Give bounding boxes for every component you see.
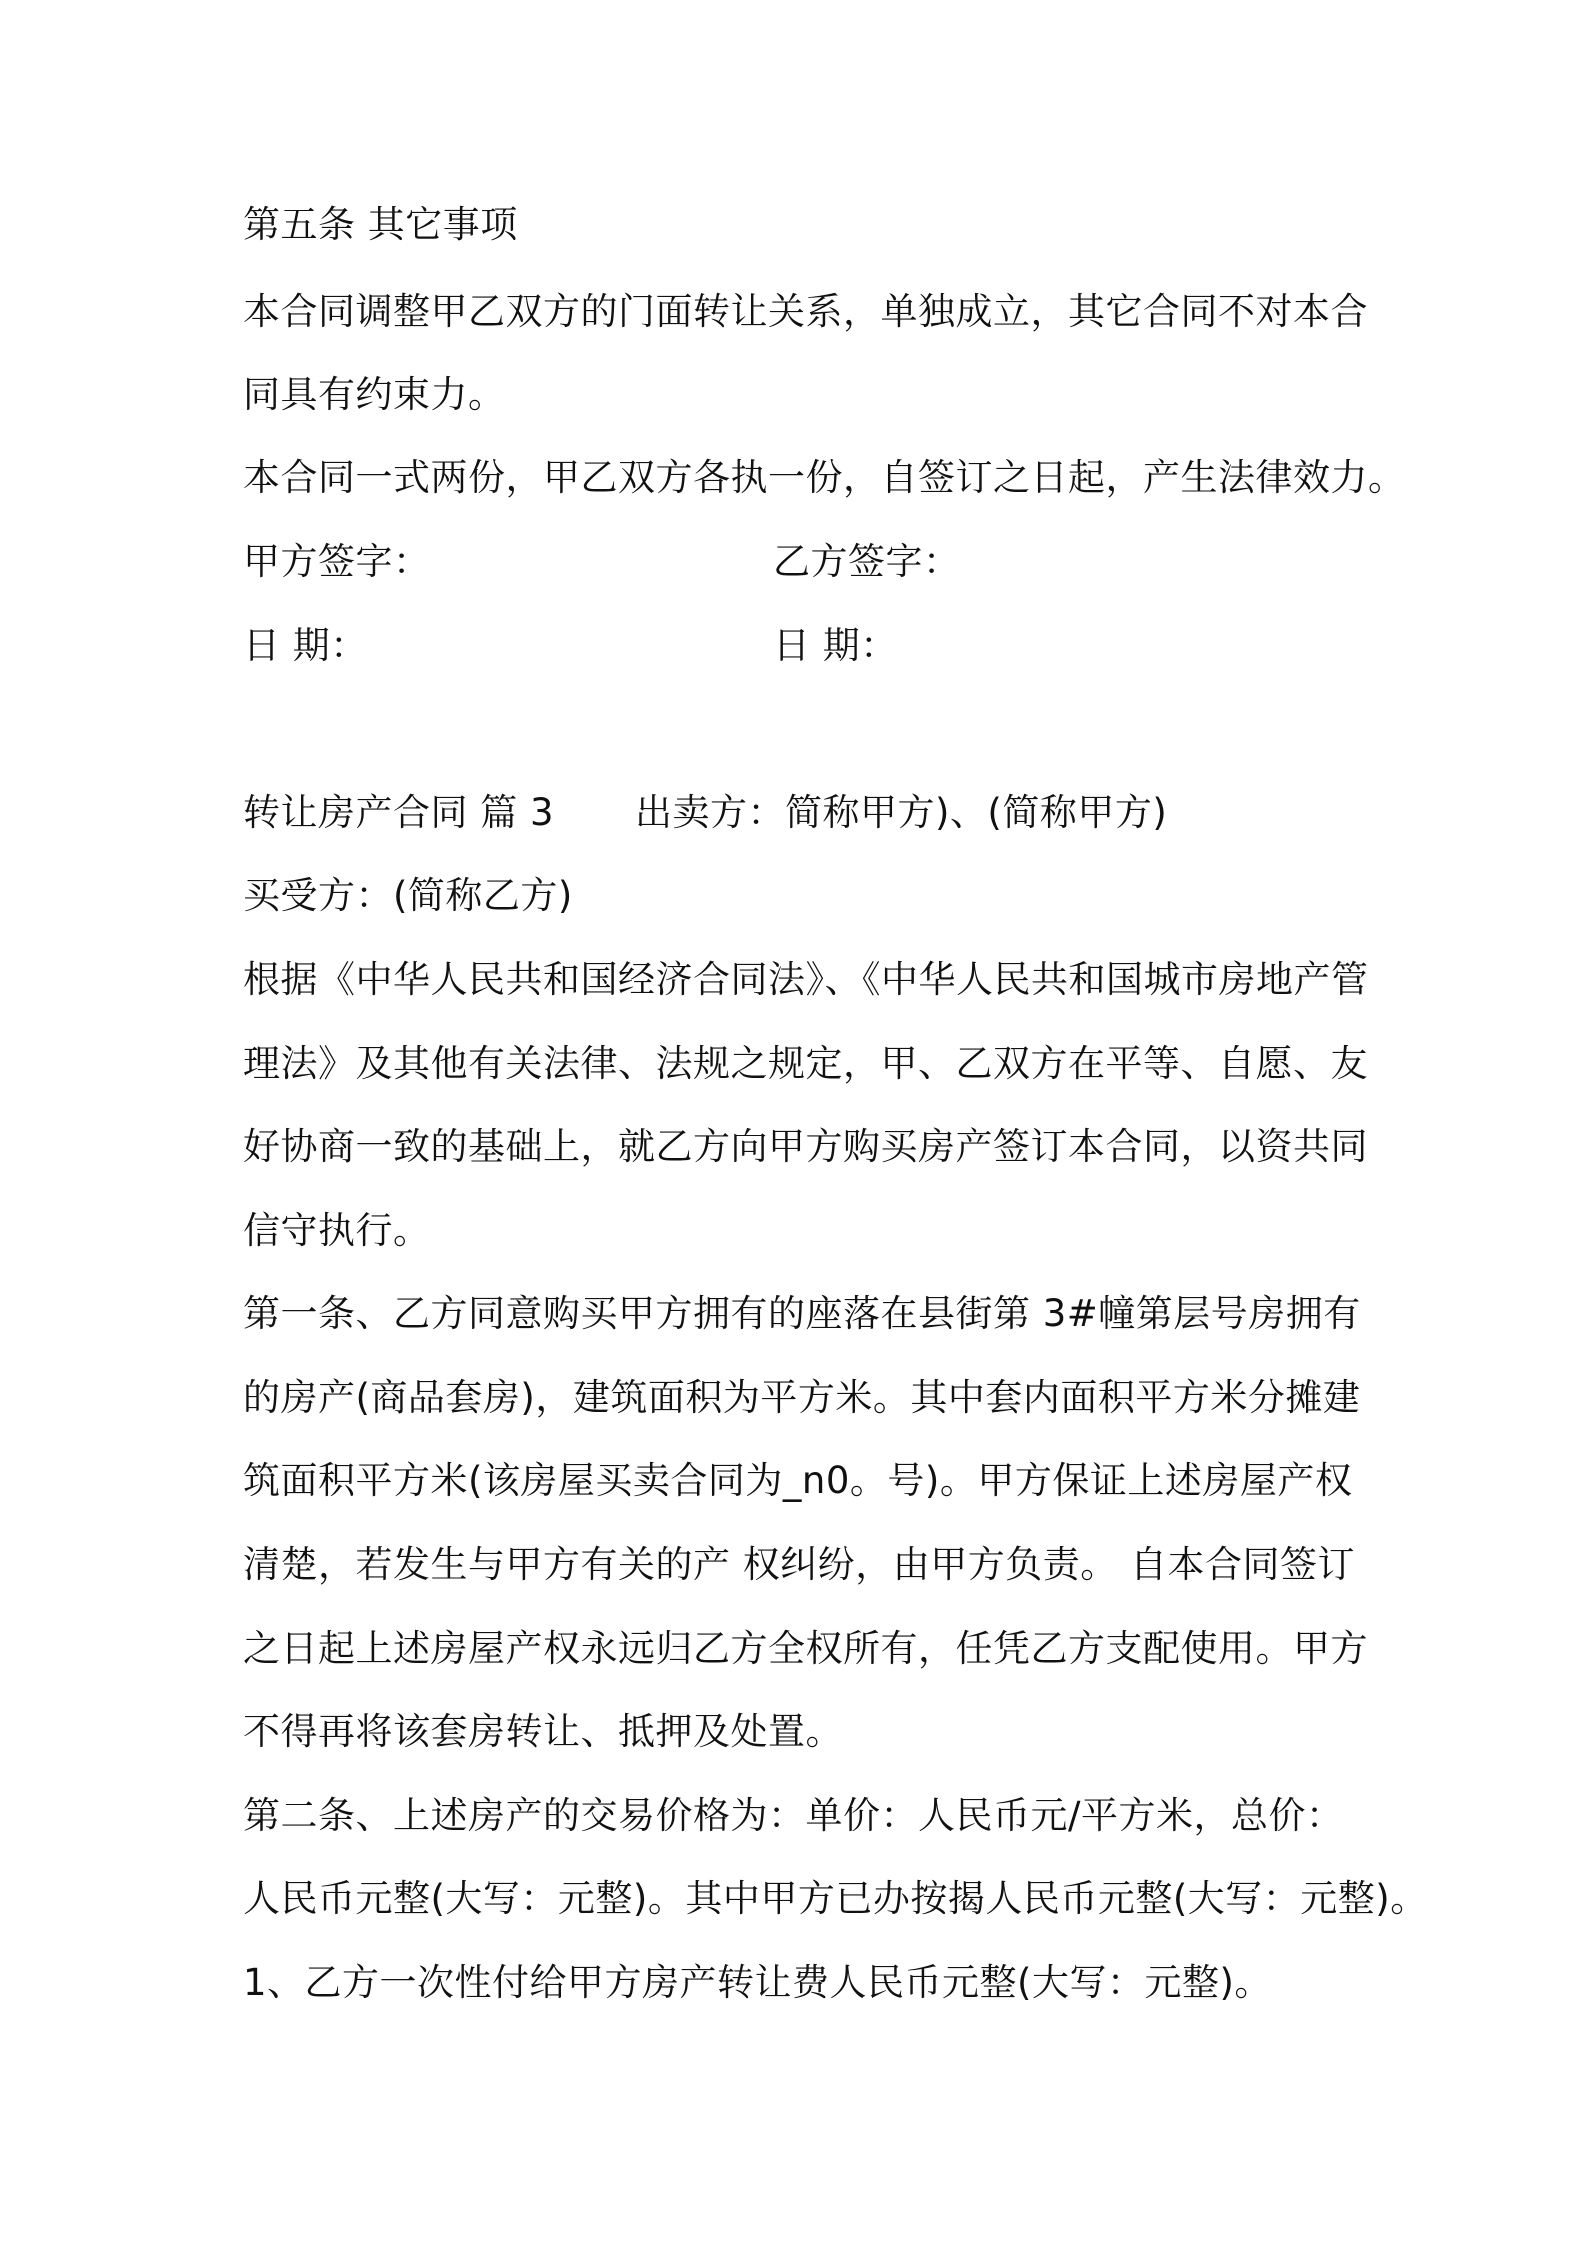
party-b-date-label: 日 期：	[773, 624, 898, 667]
preamble-line: 好协商一致的基础上，就乙方向甲方购买房产签订本合同，以资共同	[243, 1125, 1368, 1168]
contract3-title: 转让房产合同 篇 3	[243, 791, 555, 834]
party-b-signature-label: 乙方签字：	[773, 540, 961, 583]
contract3-buyer: 买受方：(简称乙方)	[243, 874, 573, 917]
article1-line: 之日起上述房屋产权永远归乙方全权所有，任凭乙方支配使用。甲方	[243, 1627, 1368, 1670]
article1-line: 的房产(商品套房)，建筑面积为平方米。其中套内面积平方米分摊建	[243, 1376, 1361, 1419]
preamble-line: 根据《中华人民共和国经济合同法》、《中华人民共和国城市房地产管	[243, 958, 1369, 1001]
article2-line: 第二条、上述房产的交易价格为：单价：人民币元/平方米，总价：	[243, 1794, 1344, 1837]
payment-item-1: 1、乙方一次性付给甲方房产转让费人民币元整(大写：元整)。	[243, 1961, 1272, 2004]
preamble-line: 信守执行。	[243, 1209, 431, 1252]
date-row	[243, 621, 1363, 671]
section5-para1-line2: 同具有约束力。	[243, 373, 506, 416]
section5-para1-line1: 本合同调整甲乙双方的门面转让关系，单独成立，其它合同不对本合	[243, 290, 1368, 333]
article1-line: 筑面积平方米(该房屋买卖合同为_n0。号)。甲方保证上述房屋产权	[243, 1459, 1353, 1502]
article1-line: 清楚，若发生与甲方有关的产 权纠纷，由甲方负责。 自本合同签订	[243, 1543, 1356, 1586]
signature-row	[243, 537, 1363, 587]
article1-line: 第一条、乙方同意购买甲方拥有的座落在县街第 3#幢第层号房拥有	[243, 1292, 1361, 1335]
section5-heading: 第五条 其它事项	[243, 203, 518, 246]
party-a-date-label: 日 期：	[243, 624, 368, 667]
section5-para2: 本合同一式两份，甲乙双方各执一份，自签订之日起，产生法律效力。	[243, 456, 1406, 499]
preamble-line: 理法》及其他有关法律、法规之规定，甲、乙双方在平等、自愿、友	[243, 1042, 1368, 1085]
party-a-signature-label: 甲方签字：	[243, 540, 431, 583]
article1-line: 不得再将该套房转让、抵押及处置。	[243, 1710, 843, 1753]
contract3-title-row	[243, 788, 1363, 838]
contract3-seller: 出卖方：简称甲方)、(简称甲方)	[635, 791, 1168, 834]
article2-line: 人民币元整(大写：元整)。其中甲方已办按揭人民币元整(大写：元整)。	[243, 1877, 1428, 1920]
